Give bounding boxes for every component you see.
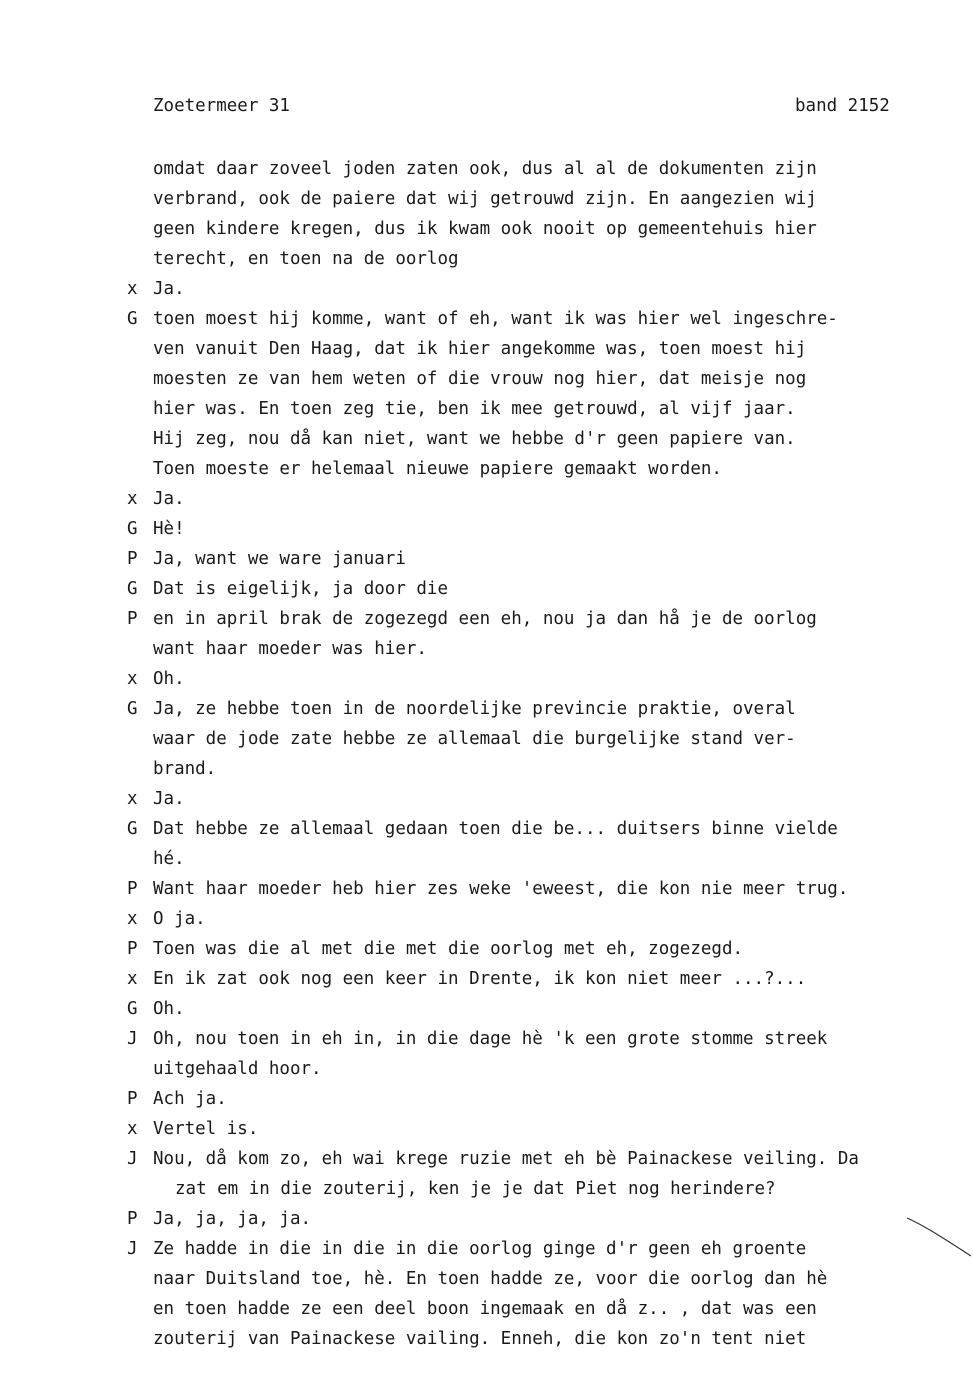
speaker-marker: x [127, 669, 138, 689]
transcript-text: hé. [153, 849, 185, 869]
transcript-text: Ja. [153, 279, 185, 299]
speaker-marker: P [127, 1089, 138, 1109]
transcript-text: Hij zeg, nou då kan niet, want we hebbe d'r geen papiere van. [153, 429, 796, 449]
transcript-text: Ja, ze hebbe toen in de noordelijke previncie praktie, overal [153, 699, 796, 719]
transcript-line [0, 274, 973, 304]
speaker-marker: G [127, 999, 138, 1019]
transcript-line [0, 394, 973, 424]
transcript-text: naar Duitsland toe, hè. En toen hadde ze, voor die oorlog dan hè [153, 1269, 828, 1289]
transcript-body [0, 154, 973, 1354]
speaker-marker: x [127, 279, 138, 299]
transcript-line [0, 1324, 973, 1354]
transcript-line [0, 304, 973, 334]
speaker-marker: G [127, 309, 138, 329]
transcript-text: Dat hebbe ze allemaal gedaan toen die be... duitsers binne vielde [153, 819, 838, 839]
transcript-text: hier was. En toen zeg tie, ben ik mee getrouwd, al vijf jaar. [153, 399, 796, 419]
speaker-marker: P [127, 549, 138, 569]
transcript-line [0, 664, 973, 694]
transcript-line [0, 364, 973, 394]
speaker-marker: J [127, 1149, 138, 1169]
transcript-line [0, 484, 973, 514]
speaker-marker: P [127, 879, 138, 899]
transcript-line [0, 694, 973, 724]
transcript-text: Ja. [153, 489, 185, 509]
transcript-text: Want haar moeder heb hier zes weke 'eweest, die kon nie meer trug. [153, 879, 849, 899]
speaker-marker: x [127, 969, 138, 989]
transcript-text: Ze hadde in die in die in die oorlog ginge d'r geen eh groente [153, 1239, 807, 1259]
transcript-line [0, 184, 973, 214]
speaker-marker: P [127, 1209, 138, 1229]
transcript-text: Toen moeste er helemaal nieuwe papiere gemaakt worden. [153, 459, 722, 479]
transcript-line [0, 214, 973, 244]
transcript-text: terecht, en toen na de oorlog [153, 249, 459, 269]
transcript-text: Ja. [153, 789, 185, 809]
speaker-marker: G [127, 819, 138, 839]
transcript-line [0, 574, 973, 604]
transcript-text: Hè! [153, 519, 185, 539]
speaker-marker: P [127, 609, 138, 629]
transcript-text: Ach ja. [153, 1089, 227, 1109]
transcript-text: en in april brak de zogezegd een eh, nou ja dan hå je de oorlog [153, 609, 817, 629]
transcript-text: Dat is eigelijk, ja door die [153, 579, 449, 599]
transcript-line [0, 1264, 973, 1294]
transcript-line [0, 154, 973, 184]
transcript-line [0, 754, 973, 784]
pen-stroke-mark [905, 1212, 973, 1260]
speaker-marker: x [127, 489, 138, 509]
transcript-text: Oh. [153, 999, 185, 1019]
transcript-text: geen kindere kregen, dus ik kwam ook nooit op gemeentehuis hier [153, 219, 817, 239]
speaker-marker: x [127, 1119, 138, 1139]
transcript-text: en toen hadde ze een deel boon ingemaak en då z.. , dat was een [153, 1299, 817, 1319]
transcript-text: Nou, då kom zo, eh wai krege ruzie met eh bè Painackese veiling. Da [153, 1149, 859, 1169]
transcript-line [0, 1054, 973, 1084]
transcript-line [0, 244, 973, 274]
transcript-line [0, 454, 973, 484]
transcript-text: En ik zat ook nog een keer in Drente, ik kon niet meer ...?... [153, 969, 807, 989]
speaker-marker: x [127, 909, 138, 929]
transcript-line [0, 514, 973, 544]
transcript-text: Oh. [153, 669, 185, 689]
transcript-text: verbrand, ook de paiere dat wij getrouwd zijn. En aangezien wij [153, 189, 817, 209]
transcript-line [0, 724, 973, 754]
transcript-line [0, 904, 973, 934]
transcript-line [0, 964, 973, 994]
transcript-text: omdat daar zoveel joden zaten ook, dus al al de dokumenten zijn [153, 159, 817, 179]
transcript-line [0, 604, 973, 634]
transcript-line [0, 1174, 973, 1204]
transcript-line [0, 1294, 973, 1324]
transcript-text: ven vanuit Den Haag, dat ik hier angekomme was, toen moest hij [153, 339, 807, 359]
transcript-line [0, 844, 973, 874]
transcript-text: O ja. [153, 909, 206, 929]
transcript-line [0, 424, 973, 454]
transcript-line [0, 634, 973, 664]
transcript-line [0, 1234, 973, 1264]
header-band-number: band 2152 [795, 96, 890, 116]
transcript-line [0, 814, 973, 844]
speaker-marker: P [127, 939, 138, 959]
transcript-line [0, 1114, 973, 1144]
speaker-marker: G [127, 519, 138, 539]
speaker-marker: G [127, 579, 138, 599]
speaker-marker: x [127, 789, 138, 809]
transcript-text: waar de jode zate hebbe ze allemaal die burgelijke stand ver- [153, 729, 796, 749]
transcript-line [0, 1204, 973, 1234]
transcript-text: want haar moeder was hier. [153, 639, 427, 659]
transcript-text: zouterij van Painackese vailing. Enneh, die kon zo'n tent niet [153, 1329, 807, 1349]
transcript-line [0, 1144, 973, 1174]
speaker-marker: G [127, 699, 138, 719]
transcript-text: Oh, nou toen in eh in, in die dage hè 'k een grote stomme streek [153, 1029, 828, 1049]
transcript-text: Toen was die al met die met die oorlog met eh, zogezegd. [153, 939, 744, 959]
transcript-line [0, 334, 973, 364]
header-location-tape: Zoetermeer 31 [153, 96, 290, 116]
transcript-text: zat em in die zouterij, ken je je dat Piet nog herindere? [175, 1179, 776, 1199]
transcript-line [0, 784, 973, 814]
transcript-line [0, 874, 973, 904]
transcript-line [0, 544, 973, 574]
transcript-text: toen moest hij komme, want of eh, want ik was hier wel ingeschre- [153, 309, 838, 329]
transcript-text: Ja, want we ware januari [153, 549, 406, 569]
speaker-marker: J [127, 1029, 138, 1049]
transcript-text: moesten ze van hem weten of die vrouw nog hier, dat meisje nog [153, 369, 807, 389]
transcript-line [0, 994, 973, 1024]
transcript-line [0, 1024, 973, 1054]
transcript-text: Vertel is. [153, 1119, 259, 1139]
transcript-line [0, 1084, 973, 1114]
speaker-marker: J [127, 1239, 138, 1259]
transcript-text: uitgehaald hoor. [153, 1059, 322, 1079]
transcript-text: Ja, ja, ja, ja. [153, 1209, 312, 1229]
transcript-text: brand. [153, 759, 217, 779]
transcript-line [0, 934, 973, 964]
